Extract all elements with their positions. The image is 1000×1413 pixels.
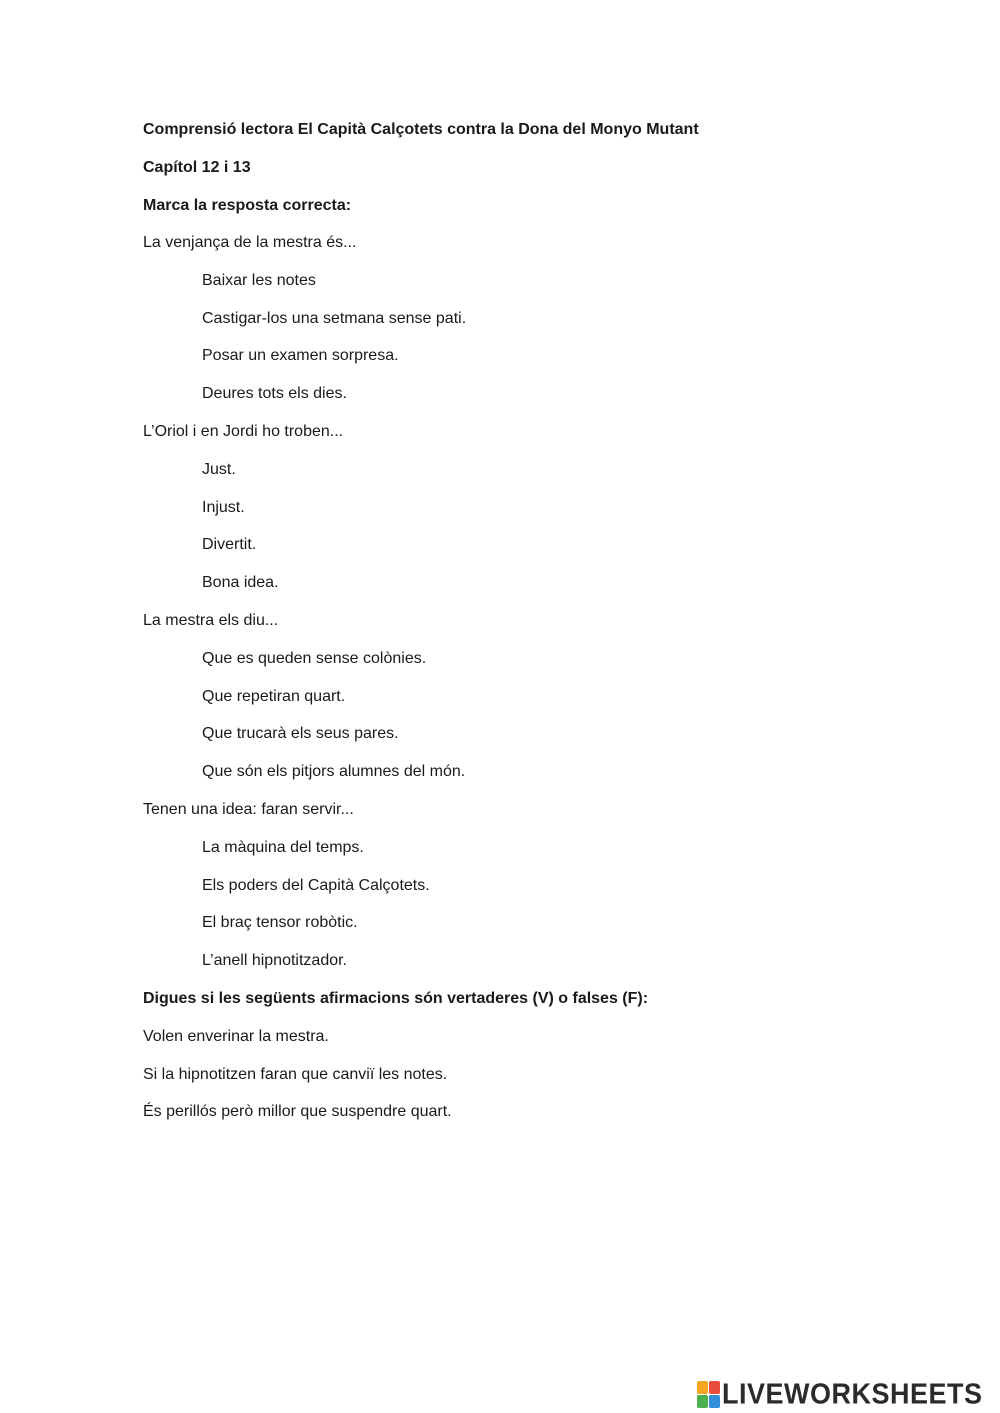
- question-4-option-4[interactable]: L’anell hipnotitzador.: [202, 952, 347, 969]
- question-1-option-2[interactable]: Castigar-los una setmana sense pati.: [202, 310, 467, 327]
- question-1-option-1[interactable]: Baixar les notes: [202, 272, 316, 289]
- question-2-option-1[interactable]: Just.: [202, 461, 236, 478]
- instruction-true-false: Digues si les següents afirmacions són vertaderes (V) o falses (F):: [143, 990, 649, 1007]
- question-2-option-2[interactable]: Injust.: [202, 499, 245, 516]
- true-false-statement-1: Volen enverinar la mestra.: [143, 1028, 329, 1045]
- question-1-option-3[interactable]: Posar un examen sorpresa.: [202, 347, 399, 364]
- logo-square: [697, 1381, 708, 1394]
- question-3-option-1[interactable]: Que es queden sense colònies.: [202, 650, 427, 667]
- question-1-prompt: La venjança de la mestra és...: [143, 234, 357, 251]
- question-2-option-4[interactable]: Bona idea.: [202, 574, 279, 591]
- question-3-option-4[interactable]: Que són els pitjors alumnes del món.: [202, 763, 466, 780]
- logo-text: LIVEWORKSHEETS: [722, 1377, 983, 1410]
- question-2-prompt: L’Oriol i en Jordi ho troben...: [143, 423, 344, 440]
- liveworksheets-logo[interactable]: [697, 1379, 983, 1409]
- worksheet-title: Comprensió lectora El Capità Calçotets contra la Dona del Monyo Mutant: [143, 121, 699, 138]
- true-false-statement-3: És perillós però millor que suspendre quart.: [143, 1103, 452, 1120]
- question-2-option-3[interactable]: Divertit.: [202, 536, 257, 553]
- question-4-option-3[interactable]: El braç tensor robòtic.: [202, 914, 358, 931]
- question-3-option-3[interactable]: Que trucarà els seus pares.: [202, 725, 399, 742]
- question-3-prompt: La mestra els diu...: [143, 612, 279, 629]
- liveworksheets-logo-icon: [697, 1381, 719, 1407]
- instruction-multiple-choice: Marca la resposta correcta:: [143, 197, 352, 214]
- question-4-prompt: Tenen una idea: faran servir...: [143, 801, 354, 818]
- question-4-option-1[interactable]: La màquina del temps.: [202, 839, 364, 856]
- question-3-option-2[interactable]: Que repetiran quart.: [202, 688, 346, 705]
- question-4-option-2[interactable]: Els poders del Capità Calçotets.: [202, 877, 430, 894]
- logo-square: [709, 1381, 720, 1394]
- question-1-option-4[interactable]: Deures tots els dies.: [202, 385, 347, 402]
- logo-square: [697, 1395, 708, 1408]
- chapter-heading: Capítol 12 i 13: [143, 159, 251, 176]
- true-false-statement-2: Si la hipnotitzen faran que canviï les notes.: [143, 1066, 448, 1083]
- logo-square: [709, 1395, 720, 1408]
